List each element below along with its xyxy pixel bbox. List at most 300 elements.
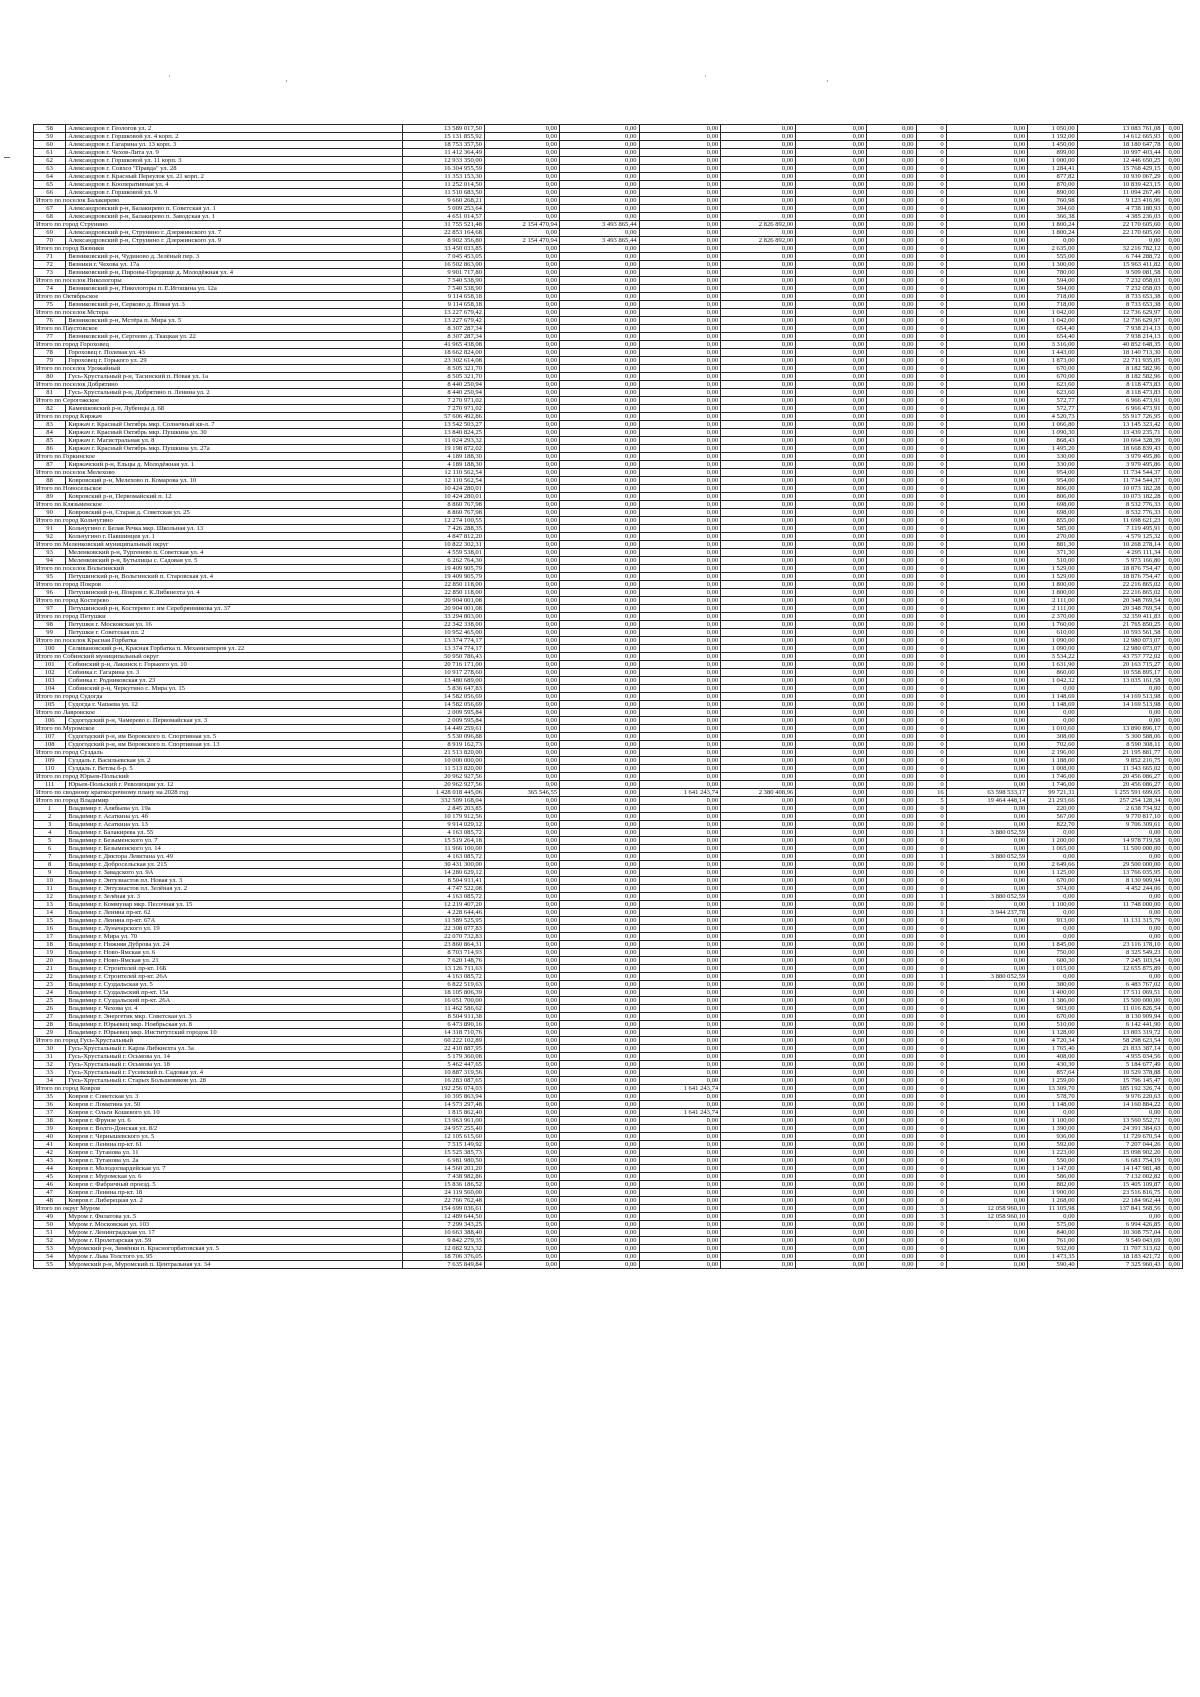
value-cell: 0,00: [946, 1037, 1028, 1045]
value-cell: 0,00: [946, 213, 1028, 221]
value-cell: 0,00: [946, 901, 1028, 909]
value-cell: 0,00: [867, 333, 916, 341]
value-cell: 0,00: [721, 453, 796, 461]
value-cell: 11 500 000,00: [1077, 845, 1163, 853]
value-cell: 32 216 782,12: [1077, 245, 1163, 253]
value-cell: 0,00: [639, 757, 721, 765]
value-cell: 0,00: [484, 333, 559, 341]
value-cell: 15 796 145,47: [1077, 1077, 1163, 1085]
value-cell: 0,00: [560, 1029, 639, 1037]
value-cell: 18 876 754,47: [1077, 573, 1163, 581]
row-number: 46: [34, 1181, 66, 1189]
value-cell: 0,00: [946, 1229, 1028, 1237]
value-cell: 0,00: [560, 1221, 639, 1229]
value-cell: 0,00: [639, 829, 721, 837]
value-cell: 8 130 909,94: [1077, 877, 1163, 885]
value-cell: 0,00: [560, 381, 639, 389]
value-cell: 0: [916, 413, 946, 421]
value-cell: 0,00: [560, 357, 639, 365]
value-cell: 0: [916, 205, 946, 213]
value-cell: 0,00: [721, 1253, 796, 1261]
value-cell: 0,00: [867, 1069, 916, 1077]
value-cell: 0,00: [721, 261, 796, 269]
value-cell: 0: [916, 725, 946, 733]
row-number: 34: [34, 1077, 66, 1085]
value-cell: 0,00: [639, 925, 721, 933]
table-row: [34, 333, 1183, 341]
value-cell: 0,00: [484, 1053, 559, 1061]
value-cell: 0: [916, 773, 946, 781]
value-cell: 0,00: [721, 949, 796, 957]
value-cell: 0,00: [721, 805, 796, 813]
value-cell: 0,00: [867, 581, 916, 589]
value-cell: 0,00: [946, 557, 1028, 565]
value-cell: 10 939 067,29: [1077, 173, 1163, 181]
value-cell: 0: [916, 1149, 946, 1157]
value-cell: 0,00: [1163, 509, 1182, 517]
value-cell: 0,00: [721, 133, 796, 141]
value-cell: 0,00: [1163, 629, 1182, 637]
value-cell: 15 098 902,20: [1077, 1149, 1163, 1157]
value-cell: 0,00: [1163, 621, 1182, 629]
value-cell: 7 515 149,92: [403, 1141, 485, 1149]
row-number: 86: [34, 445, 66, 453]
value-cell: 0,00: [560, 517, 639, 525]
value-cell: 0,00: [639, 661, 721, 669]
value-cell: 0,00: [946, 445, 1028, 453]
value-cell: 0,00: [867, 381, 916, 389]
value-cell: 0,00: [560, 677, 639, 685]
table-row: [34, 237, 1183, 245]
value-cell: 0,00: [639, 405, 721, 413]
value-cell: 0,00: [639, 357, 721, 365]
value-cell: 0,00: [560, 781, 639, 789]
value-cell: 0,00: [639, 613, 721, 621]
value-cell: 698,00: [1028, 509, 1077, 517]
value-cell: 19 464 448,14: [946, 797, 1028, 805]
value-cell: 0,00: [484, 165, 559, 173]
value-cell: 24 119 560,00: [403, 1189, 485, 1197]
value-cell: 0,00: [867, 189, 916, 197]
value-cell: 10 000 000,00: [403, 757, 485, 765]
row-number: 55: [34, 1261, 66, 1269]
value-cell: 0,00: [796, 701, 867, 709]
address-cell: Гусь-Хрустальный г. Осьмова ул. 14: [66, 1053, 403, 1061]
value-cell: 0,00: [946, 749, 1028, 757]
value-cell: 20 716 171,00: [403, 661, 485, 669]
value-cell: 0,00: [867, 989, 916, 997]
value-cell: 0,00: [946, 605, 1028, 613]
value-cell: 0,00: [484, 1125, 559, 1133]
value-cell: 0,00: [721, 389, 796, 397]
value-cell: 0: [916, 365, 946, 373]
value-cell: 0: [916, 581, 946, 589]
address-cell: Ковров г. Ленина пр-кт. 61: [66, 1141, 403, 1149]
value-cell: 0,00: [946, 397, 1028, 405]
value-cell: 0,00: [639, 533, 721, 541]
value-cell: 0,00: [946, 645, 1028, 653]
value-cell: 881,30: [1028, 541, 1077, 549]
row-number: 5: [34, 837, 66, 845]
row-number: 95: [34, 573, 66, 581]
value-cell: 12 980 073,07: [1077, 637, 1163, 645]
value-cell: 0,00: [796, 429, 867, 437]
table-row: [34, 573, 1183, 581]
value-cell: 4 452 244,06: [1077, 885, 1163, 893]
value-cell: 0,00: [639, 1029, 721, 1037]
value-cell: 185 192 326,74: [1077, 1085, 1163, 1093]
value-cell: 0,00: [796, 661, 867, 669]
value-cell: 0,00: [721, 525, 796, 533]
value-cell: 0,00: [639, 869, 721, 877]
value-cell: 592,00: [1028, 1141, 1077, 1149]
value-cell: 0,00: [639, 205, 721, 213]
row-number: 42: [34, 1149, 66, 1157]
value-cell: 4 295 111,34: [1077, 549, 1163, 557]
value-cell: 0,00: [639, 437, 721, 445]
value-cell: 1 223,00: [1028, 1149, 1077, 1157]
value-cell: 0,00: [560, 317, 639, 325]
value-cell: 0: [916, 821, 946, 829]
value-cell: 0,00: [639, 1205, 721, 1213]
value-cell: 0: [916, 709, 946, 717]
value-cell: 0,00: [796, 173, 867, 181]
address-cell: Киржач г. Магистральная ул. 8: [66, 437, 403, 445]
value-cell: 0: [916, 645, 946, 653]
row-number: 59: [34, 133, 66, 141]
value-cell: 10 593 561,58: [1077, 629, 1163, 637]
value-cell: 0,00: [484, 629, 559, 637]
value-cell: 0,00: [796, 829, 867, 837]
table-row: [34, 549, 1183, 557]
row-number: 3: [34, 821, 66, 829]
value-cell: 0,00: [1163, 1189, 1182, 1197]
value-cell: 0,00: [796, 1005, 867, 1013]
row-number: 26: [34, 1005, 66, 1013]
table-row: [34, 1053, 1183, 1061]
address-cell: Владимир г. Диктора Левитана ул. 49: [66, 853, 403, 861]
value-cell: 0,00: [560, 557, 639, 565]
value-cell: 0,00: [1028, 685, 1077, 693]
total-row: [34, 773, 1183, 781]
address-cell: Меленковский р-н, Тургенево п. Советская ул. 4: [66, 549, 403, 557]
value-cell: 18 183 421,72: [1077, 1253, 1163, 1261]
value-cell: 0,00: [796, 301, 867, 309]
value-cell: 0,00: [639, 421, 721, 429]
value-cell: 567,00: [1028, 813, 1077, 821]
value-cell: 840,00: [1028, 1229, 1077, 1237]
value-cell: 0,00: [639, 1005, 721, 1013]
value-cell: 18 876 754,47: [1077, 565, 1163, 573]
row-number: 41: [34, 1141, 66, 1149]
value-cell: 1 800,00: [1028, 581, 1077, 589]
value-cell: 0,00: [796, 685, 867, 693]
value-cell: 0,00: [946, 709, 1028, 717]
value-cell: 0,00: [796, 1237, 867, 1245]
value-cell: 0,00: [639, 1197, 721, 1205]
value-cell: 0,00: [867, 1173, 916, 1181]
value-cell: 0,00: [639, 381, 721, 389]
value-cell: 0: [916, 157, 946, 165]
value-cell: 0,00: [560, 277, 639, 285]
value-cell: 0,00: [1163, 221, 1182, 229]
value-cell: 0,00: [639, 317, 721, 325]
value-cell: 0,00: [721, 533, 796, 541]
value-cell: 10 424 280,01: [403, 493, 485, 501]
value-cell: 0,00: [946, 1109, 1028, 1117]
value-cell: 0,00: [560, 125, 639, 133]
value-cell: 0,00: [1163, 493, 1182, 501]
value-cell: 0,00: [867, 285, 916, 293]
value-cell: 0,00: [721, 717, 796, 725]
address-cell: Вязниковский р-н, Сергеево д. Ткацкая ул. 22: [66, 333, 403, 341]
row-number: 9: [34, 869, 66, 877]
value-cell: 9 770 817,10: [1077, 813, 1163, 821]
value-cell: 0,00: [639, 485, 721, 493]
value-cell: 11 734 544,37: [1077, 469, 1163, 477]
value-cell: 0,00: [1077, 685, 1163, 693]
value-cell: 154 699 036,61: [403, 1205, 485, 1213]
value-cell: 0,00: [560, 1237, 639, 1245]
value-cell: 0,00: [721, 309, 796, 317]
value-cell: 0,00: [1163, 949, 1182, 957]
value-cell: 0,00: [867, 389, 916, 397]
value-cell: 0,00: [639, 1101, 721, 1109]
value-cell: 0,00: [484, 717, 559, 725]
value-cell: 0,00: [867, 517, 916, 525]
value-cell: 3 493 865,44: [560, 237, 639, 245]
value-cell: 0,00: [721, 989, 796, 997]
value-cell: 0,00: [867, 509, 916, 517]
value-cell: 11 252 014,50: [403, 181, 485, 189]
value-cell: 0,00: [484, 1237, 559, 1245]
value-cell: 610,00: [1028, 629, 1077, 637]
value-cell: 0,00: [1028, 717, 1077, 725]
value-cell: 0: [916, 501, 946, 509]
value-cell: 0,00: [560, 597, 639, 605]
value-cell: 0,00: [796, 253, 867, 261]
value-cell: 0,00: [560, 285, 639, 293]
value-cell: 22 850 118,00: [403, 589, 485, 597]
value-cell: 0,00: [796, 933, 867, 941]
value-cell: 0,00: [867, 525, 916, 533]
value-cell: 0,00: [946, 1069, 1028, 1077]
value-cell: 22 342 338,00: [403, 621, 485, 629]
value-cell: 0: [916, 221, 946, 229]
total-row: [34, 325, 1183, 333]
row-number: 50: [34, 1221, 66, 1229]
value-cell: 0,00: [796, 973, 867, 981]
value-cell: 0,00: [721, 1061, 796, 1069]
value-cell: 0,00: [867, 1053, 916, 1061]
value-cell: 1 042,00: [1028, 317, 1077, 325]
value-cell: 0,00: [796, 1205, 867, 1213]
value-cell: 575,00: [1028, 1221, 1077, 1229]
value-cell: 0,00: [1163, 661, 1182, 669]
value-cell: 17 511 069,51: [1077, 989, 1163, 997]
value-cell: 0: [916, 1125, 946, 1133]
value-cell: 654,40: [1028, 325, 1077, 333]
value-cell: 0: [916, 1077, 946, 1085]
table-row: [34, 1125, 1183, 1133]
value-cell: 0,00: [796, 741, 867, 749]
total-row: [34, 797, 1183, 805]
value-cell: 0,00: [796, 861, 867, 869]
value-cell: 0,00: [1163, 405, 1182, 413]
value-cell: 8 325 549,23: [1077, 949, 1163, 957]
value-cell: 0,00: [639, 981, 721, 989]
value-cell: 7 270 971,02: [403, 397, 485, 405]
row-number: 83: [34, 421, 66, 429]
value-cell: 43 757 772,02: [1077, 653, 1163, 661]
address-cell: Владимир г. Суздальский пр-кт. 15а: [66, 989, 403, 997]
value-cell: 0,00: [721, 821, 796, 829]
value-cell: 0,00: [721, 861, 796, 869]
value-cell: 0,00: [484, 581, 559, 589]
value-cell: 0,00: [560, 1109, 639, 1117]
value-cell: 1 008,00: [1028, 765, 1077, 773]
value-cell: 0,00: [639, 285, 721, 293]
address-cell: Владимир г. Чехова ул. 4: [66, 1005, 403, 1013]
value-cell: 0,00: [1163, 1141, 1182, 1149]
value-cell: 0,00: [796, 629, 867, 637]
address-cell: Киржач г. Красный Октябрь мкр. Пушкина ул. 30: [66, 429, 403, 437]
value-cell: 2 370,00: [1028, 613, 1077, 621]
value-cell: 1 090,00: [1028, 645, 1077, 653]
value-cell: 0: [916, 469, 946, 477]
value-cell: 0,00: [946, 205, 1028, 213]
value-cell: 0,00: [721, 253, 796, 261]
value-cell: 0,00: [560, 765, 639, 773]
value-cell: 0,00: [946, 549, 1028, 557]
value-cell: 0,00: [560, 197, 639, 205]
value-cell: 0,00: [946, 621, 1028, 629]
address-cell: Муромский р-н, Зимёнки п. Красногорбатовская ул. 5: [66, 1245, 403, 1253]
value-cell: 0,00: [796, 205, 867, 213]
address-cell: Итого по город Гусь-Хрустальный: [34, 1037, 403, 1045]
value-cell: 0,00: [946, 477, 1028, 485]
value-cell: 0,00: [796, 749, 867, 757]
value-cell: 0,00: [867, 845, 916, 853]
row-number: 10: [34, 877, 66, 885]
value-cell: 13 227 679,42: [403, 309, 485, 317]
value-cell: 0,00: [639, 157, 721, 165]
value-cell: 0,00: [946, 989, 1028, 997]
value-cell: 0,00: [946, 741, 1028, 749]
value-cell: 0,00: [721, 477, 796, 485]
value-cell: 0,00: [867, 149, 916, 157]
value-cell: 0: [916, 421, 946, 429]
value-cell: 0,00: [867, 1165, 916, 1173]
table-row: [34, 669, 1183, 677]
value-cell: 0,00: [867, 197, 916, 205]
value-cell: 0,00: [721, 933, 796, 941]
row-number: 11: [34, 885, 66, 893]
row-number: 101: [34, 661, 66, 669]
value-cell: 0,00: [1163, 1109, 1182, 1117]
repair-plan-table: [33, 124, 1183, 1269]
value-cell: 0,00: [639, 181, 721, 189]
address-cell: Петушки г. Советская пл. 2: [66, 629, 403, 637]
value-cell: 0: [916, 493, 946, 501]
value-cell: 857,64: [1028, 1069, 1077, 1077]
table-body: [34, 125, 1183, 1269]
value-cell: 0,00: [484, 125, 559, 133]
value-cell: 0,00: [484, 501, 559, 509]
value-cell: 1 128,00: [1028, 1029, 1077, 1037]
value-cell: 0,00: [867, 797, 916, 805]
value-cell: 0,00: [1163, 589, 1182, 597]
value-cell: 0: [916, 669, 946, 677]
value-cell: 8 182 582,96: [1077, 365, 1163, 373]
row-number: 93: [34, 549, 66, 557]
value-cell: 0,00: [721, 485, 796, 493]
value-cell: 0,00: [721, 1157, 796, 1165]
table-row: [34, 445, 1183, 453]
value-cell: 0,00: [946, 597, 1028, 605]
value-cell: 0,00: [946, 309, 1028, 317]
value-cell: 0,00: [1077, 893, 1163, 901]
value-cell: 0,00: [484, 261, 559, 269]
value-cell: 1 010,60: [1028, 725, 1077, 733]
value-cell: 0,00: [946, 1133, 1028, 1141]
value-cell: 2 111,00: [1028, 597, 1077, 605]
value-cell: 0,00: [484, 181, 559, 189]
value-cell: 0: [916, 1029, 946, 1037]
row-number: 8: [34, 861, 66, 869]
value-cell: 0,00: [1163, 429, 1182, 437]
value-cell: 0,00: [721, 501, 796, 509]
value-cell: 0,00: [721, 1221, 796, 1229]
value-cell: 0,00: [721, 317, 796, 325]
value-cell: 0: [916, 1141, 946, 1149]
value-cell: 0,00: [639, 741, 721, 749]
value-cell: 0,00: [484, 469, 559, 477]
value-cell: 0,00: [639, 1221, 721, 1229]
row-number: 73: [34, 269, 66, 277]
value-cell: 0,00: [1163, 437, 1182, 445]
value-cell: 220,00: [1028, 805, 1077, 813]
value-cell: 0,00: [796, 1077, 867, 1085]
address-cell: Вязники г. Чехова ул. 17а: [66, 261, 403, 269]
value-cell: 0,00: [639, 253, 721, 261]
value-cell: 0,00: [639, 149, 721, 157]
value-cell: 0,00: [796, 789, 867, 797]
value-cell: 0: [916, 1189, 946, 1197]
value-cell: 0,00: [1163, 1021, 1182, 1029]
value-cell: 0: [916, 429, 946, 437]
value-cell: 0,00: [796, 733, 867, 741]
value-cell: 0,00: [721, 1101, 796, 1109]
value-cell: 0,00: [1028, 1213, 1077, 1221]
value-cell: 0,00: [867, 1029, 916, 1037]
value-cell: 0,00: [796, 813, 867, 821]
value-cell: 0,00: [1028, 973, 1077, 981]
address-cell: Владимир г. Алябьева ул. 19а: [66, 805, 403, 813]
value-cell: 0,00: [946, 253, 1028, 261]
value-cell: 0,00: [639, 773, 721, 781]
value-cell: 1 800,00: [1028, 589, 1077, 597]
value-cell: 0,00: [867, 1237, 916, 1245]
value-cell: 0,00: [946, 149, 1028, 157]
value-cell: 374,00: [1028, 885, 1077, 893]
value-cell: 0,00: [867, 421, 916, 429]
value-cell: 0,00: [867, 253, 916, 261]
value-cell: 0,00: [721, 629, 796, 637]
row-number: 31: [34, 1053, 66, 1061]
value-cell: 0,00: [560, 229, 639, 237]
value-cell: 0,00: [721, 1069, 796, 1077]
